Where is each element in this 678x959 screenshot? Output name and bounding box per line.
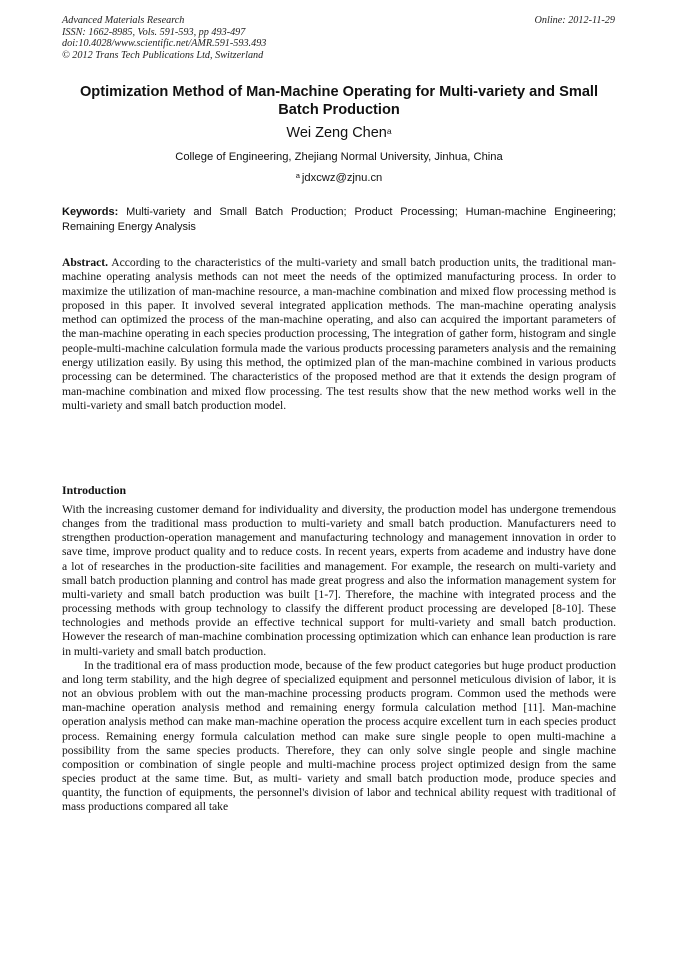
keywords-label: Keywords: xyxy=(62,206,119,218)
abstract-label: Abstract. xyxy=(62,256,109,269)
author-line xyxy=(62,124,616,142)
keywords-text: Multi-variety and Small Batch Production; Product Processing; Human-machine Engineering; Remaining Energy Analysis xyxy=(62,206,616,233)
keywords-block xyxy=(62,205,616,234)
introduction-body xyxy=(62,503,616,814)
journal-meta xyxy=(62,15,266,61)
journal-name: Advanced Materials Research xyxy=(62,15,185,26)
intro-paragraph-2: In the traditional era of mass production mode, because of the few product categories but huge product production and long term stability, and the high degree of specialized equipment and personnel meticulous division of labor, it is not an obvious problem with out the man-machine processing products program. Common used the methods were man-machine operation analysis method and remaining energy formula calculation method [11]. Man-machine operation analysis method can make man-machine operation the process acquire excellent turn in each species product process. Remaining energy formula calculation method can make sure single people to open multi-machine a possibility from the same species products. Therefore, they can only solve single people and single machine composition or combination of single people and multi-machine process project optimized design from the same species product at the same time. But, as multi- variety and small batch production mode, produce species and quantity, the function of equipments, the personnel's division of labor and technical ability request with traditional of mass productions compared all take xyxy=(62,658,616,814)
doi-line: doi:10.4028/www.scientific.net/AMR.591-593.493 xyxy=(62,38,267,50)
online-date: Online: 2012-11-29 xyxy=(534,15,615,26)
email-superscript: a xyxy=(295,171,300,180)
author-name: Wei Zeng Chen xyxy=(286,125,387,141)
author-superscript: a xyxy=(386,126,392,136)
abstract-block xyxy=(62,256,616,413)
email-line xyxy=(62,171,616,185)
paper-title: Optimization Method of Man-Machine Operating for Multi-variety and Small Batch Production xyxy=(79,84,599,118)
email-address: jdxcwz@zjnu.cn xyxy=(301,172,383,184)
affiliation: College of Engineering, Zhejiang Normal University, Jinhua, China xyxy=(175,151,503,163)
abstract-text: According to the characteristics of the multi-variety and small batch production units, the traditional man-machine operating analysis methods can not meet the needs of the optimized manufacturing process. In order to maximize the utilization of man-machine resource, a man-machine combination and mixed flow processing method is proposed in this paper. It involved several integrated application methods. The man-machine operating analysis method can optimized the process of the man-machine operating, and also can acquired the important parameters of the man-machine operating in each species production processing, The integration of gather form, histogram and single people-multi-machine calculation formula made the various products processing parameters analysis and the remaining energy utilization easily. By using this method, the optimized plan of the man-machine combined in various products processing can be determined. The characteristics of the proposed method are that it extends the design program of man-machine combination and mixed flow processing. The test results show that the new method works well in the multi-variety and small batch production model. xyxy=(62,256,616,412)
introduction-heading: Introduction xyxy=(62,483,127,497)
copyright-line: © 2012 Trans Tech Publications Ltd, Switzerland xyxy=(62,49,264,61)
intro-paragraph-1: With the increasing customer demand for individuality and diversity, the production model has undergone tremendous changes from the traditional mass production to multi-variety and small batch production. Manufacturers need to strengthen production-operation management and manufacturing technology and management innovation in order to save time, improve product quality and to reduce costs. In recent years, experts from academe and industry have done a lot of researches in the production-site facilities and management. For example, the research on multi-variety and small batch production planning and control has made great progress and also the information management system for multi-variety and small batch production was built [1-7]. Therefore, the machine with integrated process and the processing methods with group technology to classify the different product processing are developed [8-10]. These technologies and methods provide an effective technical support for multi-variety and small batch production. However the research of man-machine combination processing optimization which can enhance lean production is rare in multi-variety and small batch production. xyxy=(62,503,616,658)
issn-line: ISSN: 1662-8985, Vols. 591-593, pp 493-497 xyxy=(62,26,246,38)
